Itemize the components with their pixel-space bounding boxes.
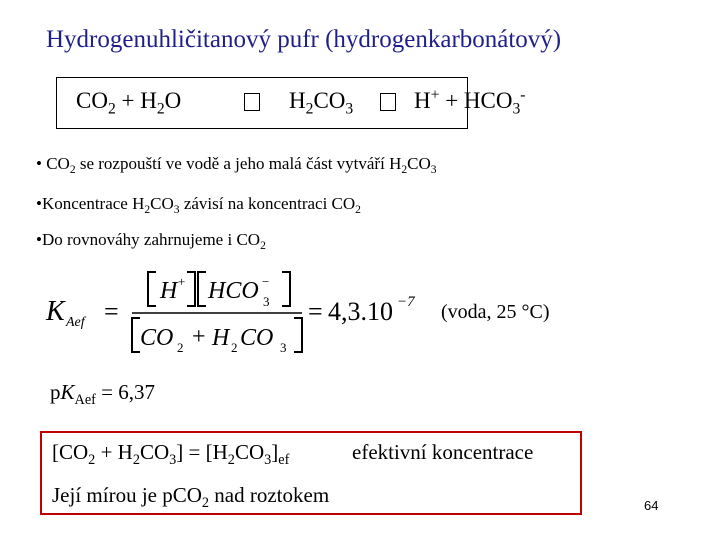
numerator-hco: HCO bbox=[208, 278, 259, 304]
subscript: ef bbox=[278, 451, 290, 468]
numerator-hco-sup: − bbox=[262, 274, 270, 289]
bullet-text: CO bbox=[150, 194, 174, 213]
bullet-text: Do rovnováhy zahrnujeme i CO bbox=[41, 230, 261, 249]
subscript: 2 bbox=[132, 451, 140, 468]
h-text: H bbox=[414, 88, 431, 113]
k-text: K bbox=[60, 380, 75, 404]
p-text: p bbox=[50, 380, 61, 404]
denominator-co: CO bbox=[140, 325, 174, 351]
plus-h-text: + H bbox=[115, 88, 157, 113]
bracket-right bbox=[187, 272, 195, 306]
subscript: 2 bbox=[260, 239, 266, 253]
denominator-h: H bbox=[212, 325, 230, 351]
denominator-h-sub: 2 bbox=[231, 340, 238, 355]
subscript: Aef bbox=[74, 391, 96, 408]
equilibrium-reactants bbox=[76, 88, 182, 118]
h-text: H bbox=[289, 88, 306, 113]
plus-hco-text: + HCO bbox=[439, 88, 513, 113]
eq-text: ] = [H bbox=[176, 440, 228, 464]
eq-text: CO bbox=[234, 440, 265, 464]
result-exponent: −7 bbox=[397, 294, 415, 310]
co-text: CO bbox=[76, 88, 108, 113]
subscript: 3 bbox=[264, 451, 272, 468]
subscript: 3 bbox=[512, 100, 521, 118]
eq-text: CO bbox=[139, 440, 170, 464]
bracket-left bbox=[148, 272, 156, 306]
subscript: 2 bbox=[69, 163, 76, 177]
equals-sign: = bbox=[104, 297, 119, 326]
denominator-plus: + bbox=[192, 324, 206, 350]
eq-text: ] bbox=[271, 440, 279, 464]
eq-text: + H bbox=[95, 440, 133, 464]
value-text: = 6,37 bbox=[95, 380, 155, 404]
subscript: 2 bbox=[201, 494, 210, 511]
subscript: 2 bbox=[305, 100, 314, 118]
numerator-h-sup: + bbox=[178, 274, 186, 289]
page-number: 64 bbox=[644, 498, 659, 513]
subscript: 2 bbox=[88, 451, 96, 468]
subscript: 2 bbox=[227, 451, 235, 468]
bracket-left bbox=[132, 318, 140, 352]
subscript: 2 bbox=[144, 203, 151, 217]
subscript: 3 bbox=[345, 100, 354, 118]
denominator-co3: CO bbox=[240, 325, 274, 351]
effective-concentration-label: efektivní koncentrace bbox=[352, 440, 534, 464]
bullet-item bbox=[36, 194, 361, 217]
superscript: - bbox=[520, 86, 526, 104]
result-value: 4,3.10 bbox=[328, 297, 393, 326]
co-text: CO bbox=[313, 88, 346, 113]
condition-note: (voda, 25 °C) bbox=[441, 301, 550, 323]
o-text: O bbox=[164, 88, 182, 113]
subscript: 2 bbox=[156, 100, 165, 118]
bullet-item bbox=[36, 230, 266, 253]
k-symbol: K bbox=[46, 296, 65, 327]
bullet-item bbox=[36, 154, 437, 177]
note-text: nad roztokem bbox=[209, 483, 330, 507]
bracket-left bbox=[198, 272, 206, 306]
equilibrium-arrow-icon bbox=[244, 93, 260, 111]
numerator-h: H bbox=[160, 278, 178, 304]
subscript: 2 bbox=[355, 203, 361, 217]
bullet-marker: • bbox=[36, 154, 42, 173]
subscript: 3 bbox=[173, 203, 180, 217]
superscript: + bbox=[430, 86, 440, 104]
note-text: Její mírou je pCO bbox=[52, 483, 202, 507]
bracket-right bbox=[282, 272, 290, 306]
equilibrium-products bbox=[414, 86, 526, 118]
page-title: Hydrogenuhličitanový pufr (hydrogenkarbonátový) bbox=[46, 26, 562, 53]
subscript: 3 bbox=[430, 163, 437, 177]
bullet-text: CO bbox=[46, 154, 70, 173]
bullet-text: CO bbox=[407, 154, 431, 173]
bullet-marker: • bbox=[36, 230, 42, 249]
pk-value bbox=[50, 380, 155, 408]
result-equals: = bbox=[308, 297, 323, 326]
bullet-marker: • bbox=[36, 194, 42, 213]
denominator-co3-sub: 3 bbox=[280, 340, 287, 355]
equilibrium-intermediate bbox=[289, 88, 354, 118]
eq-text: [CO bbox=[52, 440, 89, 464]
bullet-text: závisí na koncentraci CO bbox=[179, 194, 356, 213]
equilibrium-arrow-icon bbox=[380, 93, 396, 111]
k-subscript: Aef bbox=[66, 315, 85, 330]
denominator-co-sub: 2 bbox=[177, 340, 184, 355]
subscript: 3 bbox=[169, 451, 177, 468]
effective-concentration-equation bbox=[52, 440, 290, 468]
bullet-text: Koncentrace H bbox=[41, 194, 145, 213]
numerator-hco-sub: 3 bbox=[263, 294, 270, 309]
subscript: 2 bbox=[401, 163, 408, 177]
bullet-text: se rozpouští ve vodě a jeho malá část vytváří H bbox=[75, 154, 402, 173]
subscript: 2 bbox=[107, 100, 116, 118]
measure-note bbox=[52, 483, 330, 511]
bracket-right bbox=[294, 318, 302, 352]
equilibrium-constant-formula bbox=[40, 262, 440, 358]
